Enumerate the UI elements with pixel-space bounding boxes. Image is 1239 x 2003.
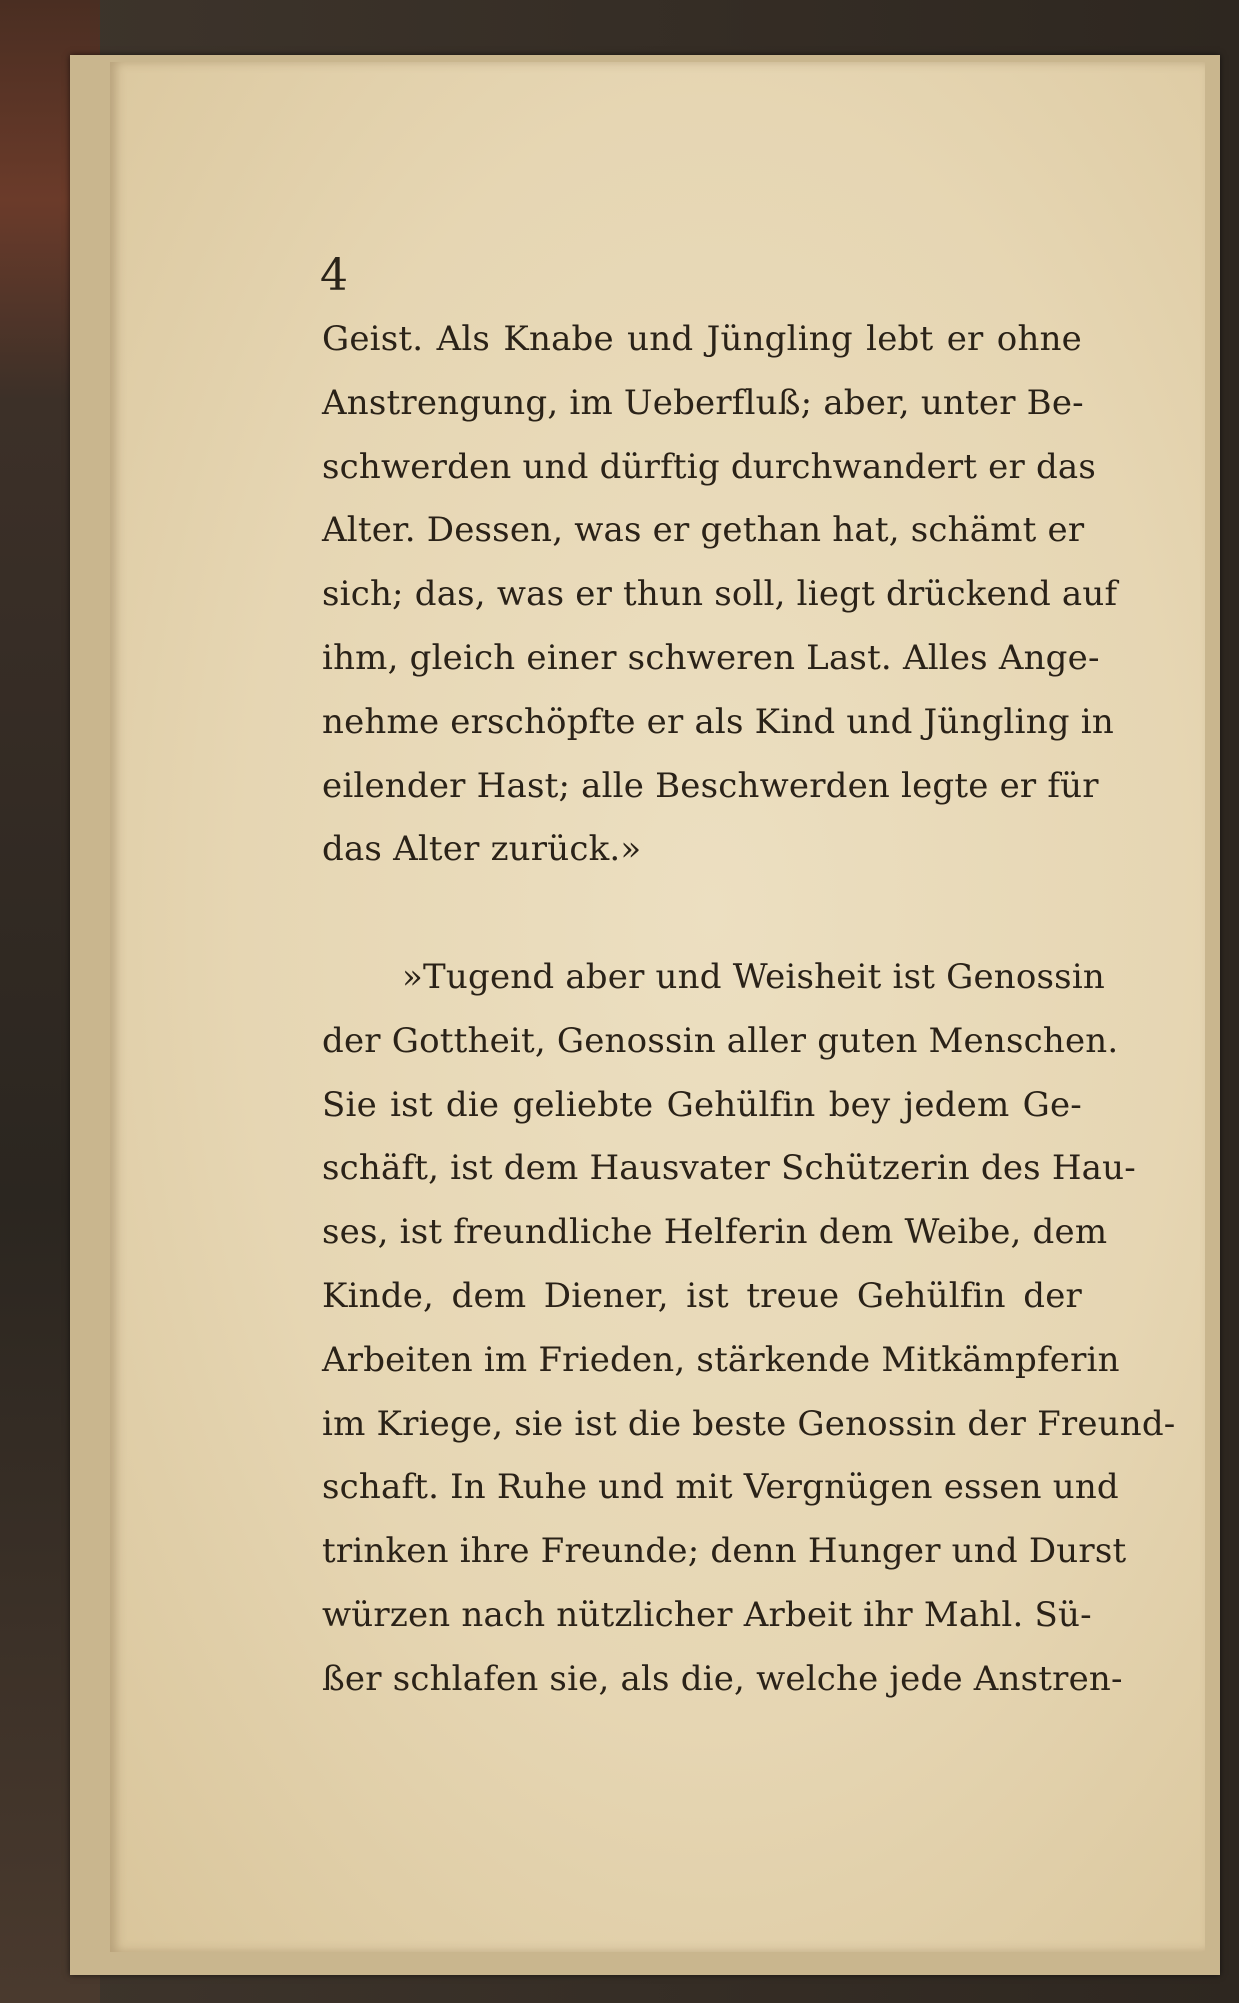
text-line: ßer schlafen sie, als die, welche jede Anstren- <box>322 1658 1123 1699</box>
text-line: Geist. Als Knabe und Jüngling lebt er ohne <box>322 319 1082 359</box>
text-line: Sie ist die geliebte Gehülfin bey jedem Ge- <box>322 1084 1082 1125</box>
text-line: der Gottheit, Genossin aller guten Menschen. <box>322 1020 1119 1061</box>
body-text <box>322 308 1176 1712</box>
text-line: im Kriege, sie ist die beste Genossin der Freund- <box>322 1403 1176 1444</box>
text-line: »Tugend aber und Weisheit ist Genossin <box>402 956 1106 997</box>
paragraph-gap <box>322 882 1082 946</box>
page-number: 4 <box>320 250 348 301</box>
text-line: ses, ist freundliche Helferin dem Weibe, dem <box>322 1212 1108 1253</box>
text-line: eilender Hast; alle Beschwerden legte er für <box>322 765 1099 806</box>
text-line: Alter. Dessen, was er gethan hat, schämt er <box>322 510 1085 551</box>
text-line: schwerden und dürftig durchwandert er das <box>322 446 1097 487</box>
text-line: Anstrengung, im Ueberfluß; aber, unter Be- <box>322 382 1084 423</box>
text-line: Arbeiten im Frieden, stärkende Mitkämpferin <box>322 1339 1120 1380</box>
text-line: nehme erschöpfte er als Kind und Jüngling in <box>322 701 1114 742</box>
text-line: Kinde, dem Diener, ist treue Gehülfin der <box>322 1275 1082 1316</box>
text-line: sich; das, was er thun soll, liegt drückend auf <box>322 574 1118 615</box>
text-line: trinken ihre Freunde; denn Hunger und Durst <box>322 1531 1127 1572</box>
text-line: das Alter zurück.» <box>322 829 642 870</box>
text-line: schaft. In Ruhe und mit Vergnügen essen und <box>322 1467 1119 1508</box>
text-line: ihm, gleich einer schweren Last. Alles Ange- <box>322 637 1100 678</box>
text-line: schäft, ist dem Hausvater Schützerin des Hau- <box>322 1148 1136 1189</box>
text-line: würzen nach nützlicher Arbeit ihr Mahl. Sü- <box>322 1594 1092 1635</box>
